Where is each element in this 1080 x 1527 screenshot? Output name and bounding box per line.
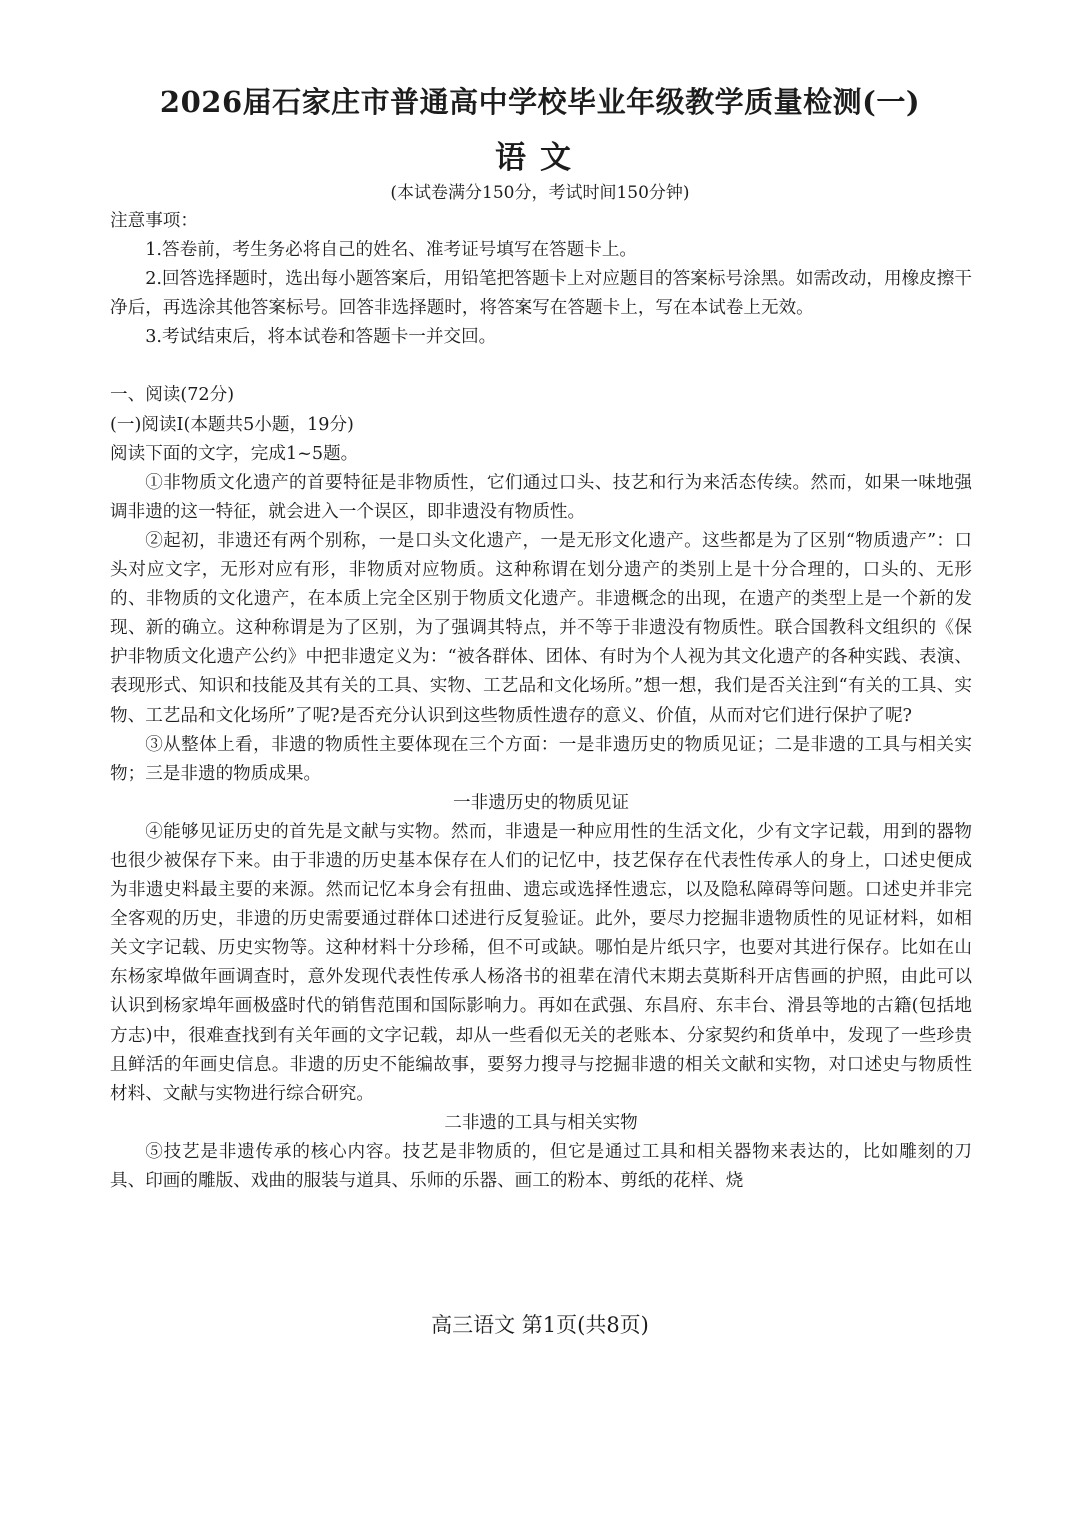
notice-item-2: 2.回答选择题时，选出每小题答案后，用铅笔把答题卡上对应题目的答案标号涂黑。如需改动，用橡皮擦干净后，再选涂其他答案标号。回答非选择题时，将答案写在答题卡上，写在本试卷上无效。 <box>110 269 972 319</box>
passage-paragraph-4: ④能够见证历史的首先是文献与实物。然而，非遗是一种应用性的生活文化，少有文字记载，用到的器物也很少被保存下来。由于非遗的历史基本保存在人们的记忆中，技艺保存在代表性传承人的身上，口述史便成为非遗史料最主要的来源。然而记忆本身会有扭曲、遗忘或选择性遗忘，以及隐私障碍等问题。口述史并非完全客观的历史，非遗的历史需要通过群体口述进行反复验证。此外，要尽力挖掘非遗物质性的见证材料，如相关文字记载、历史实物等。这种材料十分珍稀，但不可或缺。哪怕是片纸只字，也要对其进行保存。比如在山东杨家埠做年画调查时，意外发现代表性传承人杨洛书的祖辈在清代末期去莫斯科开店售画的护照，由此可以认识到杨家埠年画极盛时代的销售范围和国际影响力。再如在武强、东昌府、东丰台、滑县等地的古籍(包括地方志)中，很难查找到有关年画的文字记载，却从一些看似无关的老账本、分家契约和货单中，发现了一些珍贵且鲜活的年画史信息。非遗的历史不能编故事，要努力搜寻与挖掘非遗的相关文献和实物，对口述史与物质性材料、文献与实物进行综合研究。 <box>110 821 972 1104</box>
passage-subheading-1: 一非遗历史的物质见证 <box>453 792 629 813</box>
passage-paragraph-1: ①非物质文化遗产的首要特征是非物质性，它们通过口头、技艺和行为来活态传续。然而，如果一味地强调非遗的这一特征，就会进入一个误区，即非遗没有物质性。 <box>110 472 972 522</box>
exam-body <box>110 207 972 1196</box>
page-footer: 高三语文 第1页(共8页) <box>431 1313 649 1337</box>
notice-item-3: 3.考试结束后，将本试卷和答题卡一并交回。 <box>145 327 497 348</box>
passage-paragraph-3: ③从整体上看，非遗的物质性主要体现在三个方面：一是非遗历史的物质见证；二是非遗的工具与相关实物；三是非遗的物质成果。 <box>110 734 972 784</box>
subject-title: 语文 <box>495 140 585 176</box>
section-gap <box>110 352 972 381</box>
section-heading: 一、阅读(72分) <box>110 385 235 406</box>
exam-info: (本试卷满分150分，考试时间150分钟) <box>390 183 690 203</box>
notice-heading: 注意事项： <box>110 211 198 231</box>
passage-subheading-2: 二非遗的工具与相关实物 <box>444 1112 638 1133</box>
exam-title: 2026届石家庄市普通高中学校毕业年级教学质量检测(一) <box>159 85 921 119</box>
passage-paragraph-2: ②起初，非遗还有两个别称，一是口头文化遗产，一是无形文化遗产。这些都是为了区别“物质遗产”：口头对应文字，无形对应有形，非物质对应物质。这种称谓在划分遗产的类别上是十分合理的，口头的、无形的、非物质的文化遗产，在本质上完全区别于物质文化遗产。非遗概念的出现，在遗产的类型上是一个新的发现、新的确立。这种称谓是为了区别，为了强调其特点，并不等于非遗没有物质性。联合国教科文组织的《保护非物质文化遗产公约》中把非遗定义为：“被各群体、团体、有时为个人视为其文化遗产的各种实践、表演、表现形式、知识和技能及其有关的工具、实物、工艺品和文化场所。”想一想，我们是否关注到“有关的工具、实物、工艺品和文化场所”了呢?是否充分认识到这些物质性遗存的意义、价值，从而对它们进行保护了呢? <box>110 530 972 726</box>
passage-paragraph-5: ⑤技艺是非遗传承的核心内容。技艺是非物质的，但它是通过工具和相关器物来表达的，比如雕刻的刀具、印画的雕版、戏曲的服装与道具、乐师的乐器、画工的粉本、剪纸的花样、烧 <box>110 1141 972 1191</box>
section-subheading: (一)阅读Ⅰ(本题共5小题，19分) <box>110 414 354 435</box>
reading-instruction: 阅读下面的文字，完成1~5题。 <box>110 443 359 464</box>
notice-item-1: 1.答卷前，考生务必将自己的姓名、准考证号填写在答题卡上。 <box>145 240 638 261</box>
